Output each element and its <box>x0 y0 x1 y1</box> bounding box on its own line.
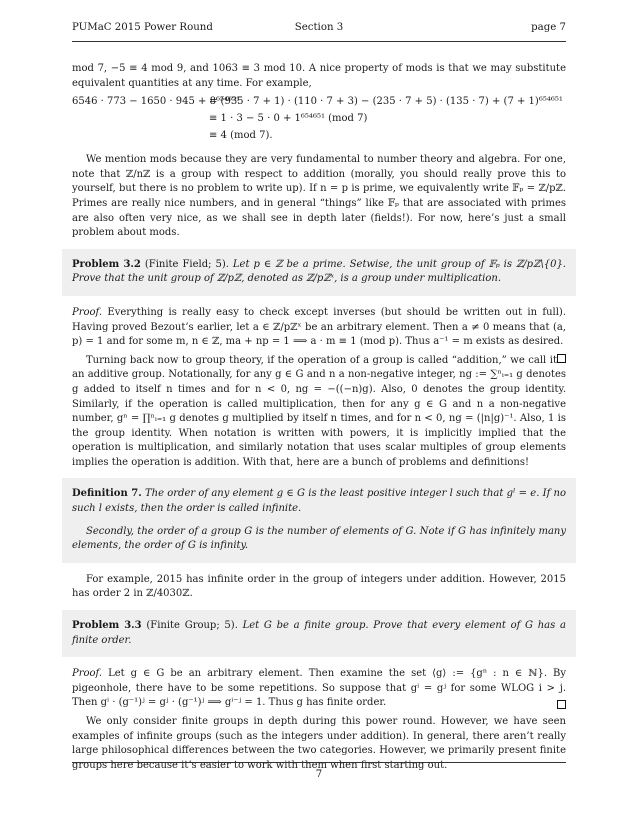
equation-line <box>72 129 566 146</box>
header-left: PUMaC 2015 Power Round <box>72 22 213 33</box>
page-body <box>72 62 566 777</box>
problem-3-3-statement <box>72 619 566 648</box>
display-equation <box>72 95 566 146</box>
problem-box-3-3 <box>62 610 576 657</box>
paragraph-mods-intro: mod 7, −5 ≡ 4 mod 9, and 1063 ≡ 3 mod 10. A nice property of mods is that we may substitute equivalent quantities at any time. For example, <box>72 63 566 89</box>
problem-meta: (Finite Group; 5). <box>146 620 238 632</box>
problem-3-2-statement <box>72 258 566 287</box>
header-rule <box>72 41 566 42</box>
proof-label: Proof. <box>72 306 103 318</box>
footer-rule <box>72 762 566 763</box>
definition-text-2: Secondly, the order of a group G is the number of elements of G. Note if G has infinitely many elements, the order of G is infinity. <box>72 525 566 552</box>
equation-line <box>72 112 566 129</box>
equation-line <box>72 95 566 112</box>
proof-3-2 <box>72 306 566 350</box>
page-number: 7 <box>315 769 323 780</box>
proof-text: Let g ∈ G be an arbitrary element. Then examine the set ⟨g⟩ := {gⁿ : n ∈ ℕ}. By pigeonhole, there have to be some repetitions. So suppose that gⁱ = gʲ for some WLOG i > j. Then gⁱ · (g⁻¹)ʲ = gʲ · (g⁻¹)ʲ ⟹ gⁱ⁻ʲ = 1. Thus g has finite order. <box>72 668 566 709</box>
proof-3-3 <box>72 667 566 711</box>
paragraph-order-example: For example, 2015 has infinite order in the group of integers under addition. However, 2015 has order 2 in ℤ/4030ℤ. <box>72 573 566 600</box>
definition-7-part-2 <box>72 525 566 554</box>
problem-title: Problem 3.3 <box>72 620 142 632</box>
proof-label: Proof. <box>72 668 103 680</box>
equation-rhs: = (935 · 7 + 1) · (110 · 7 + 3) − (235 · 7 + 5) · (135 · 7) + (7 + 1)⁶⁵⁴⁶⁵¹ <box>209 96 563 108</box>
running-header <box>72 22 566 38</box>
definition-7-part-1 <box>72 487 566 516</box>
paragraph-mods-motivation: We mention mods because they are very fundamental to number theory and algebra. For one, note that ℤ/nℤ is a group with respect to addition (morally, you should really prove this to yourself, but there is no problem to write up). If n = p is prime, we equivalently write 𝔽ₚ = ℤ/pℤ. Primes are really nice numbers, and in general “things” like 𝔽ₚ that are associated with primes are also often very nice, as we shall see in depth later (fields!). For now, here’s just a small problem about mods. <box>72 154 566 239</box>
problem-text: Let G be a finite group. Prove that every element of G has a finite order. <box>72 620 566 646</box>
qed-square-icon <box>557 354 566 363</box>
problem-box-3-2 <box>62 249 576 296</box>
paragraph-group-notation: Turning back now to group theory, if the operation of a group is called “addition,” we call it an additive group. Notationally, for any g ∈ G and n a non-negative integer, ng := ∑ⁿᵢ₌₁ g denotes g added to itself n times and for n < 0, ng = −((−n)g). Also, 0 denotes the group identity. Similarly, if the operation is called multiplication, then for any g ∈ G and n a non-negative number, gⁿ = ∏ⁿᵢ₌₁ g denotes g multiplied by itself n times, and for n < 0, ng = (|n|g)⁻¹. Also, 1 is the group identity. When notation is written with powers, it is implicitly implied that the operation is multiplication, and similarly notation that uses scalar multiples of group elements implies the operation is addition. With that, here are a bunch of problems and definitions! <box>72 354 566 468</box>
proof-text: Everything is really easy to check except inverses (but should be written out in full). Having proved Bezout’s earlier, let a ∈ ℤ/pℤˣ be an arbitrary element. Then a ≠ 0 means that (a, p) = 1 and for some m, n ∈ ℤ, ma + np = 1 ⟹ a · m ≡ 1 (mod p). Thus a⁻¹ = m exists as desired. <box>72 306 567 348</box>
definition-box-7 <box>62 478 576 562</box>
problem-meta: (Finite Field; 5). <box>144 258 229 270</box>
qed-square-icon <box>557 700 566 709</box>
equation-lhs: 6546 · 773 − 1650 · 945 + 8⁶⁵⁴⁶⁵¹ <box>72 96 241 108</box>
equation-rhs: ≡ 1 · 3 − 5 · 0 + 1⁶⁵⁴⁶⁵¹ (mod 7) <box>209 113 368 125</box>
definition-title: Definition 7. <box>72 488 142 500</box>
problem-title: Problem 3.2 <box>72 258 141 270</box>
paragraph-finite-groups: We only consider finite groups in depth during this power round. However, we have seen examples of infinite groups (such as the integers under addition). In general, there aren’t really large philosophical differences between the two categories. However, we primarily present finite groups here because it’s easier to work with them when first starting out. <box>72 716 566 771</box>
definition-text-1: The order of any element g ∈ G is the least positive integer l such that gˡ = e. If no such l exists, then the order is called infinite. <box>72 488 566 515</box>
header-right: page 7 <box>531 22 566 33</box>
problem-text: Let p ∈ ℤ be a prime. Setwise, the unit group of 𝔽ₚ is ℤ/pℤ\{0}. Prove that the unit group of ℤ/pℤ, denoted as ℤ/pℤˣ, is a group under multiplication. <box>72 258 566 285</box>
equation-rhs: ≡ 4 (mod 7). <box>209 130 273 142</box>
header-center: Section 3 <box>294 22 344 33</box>
